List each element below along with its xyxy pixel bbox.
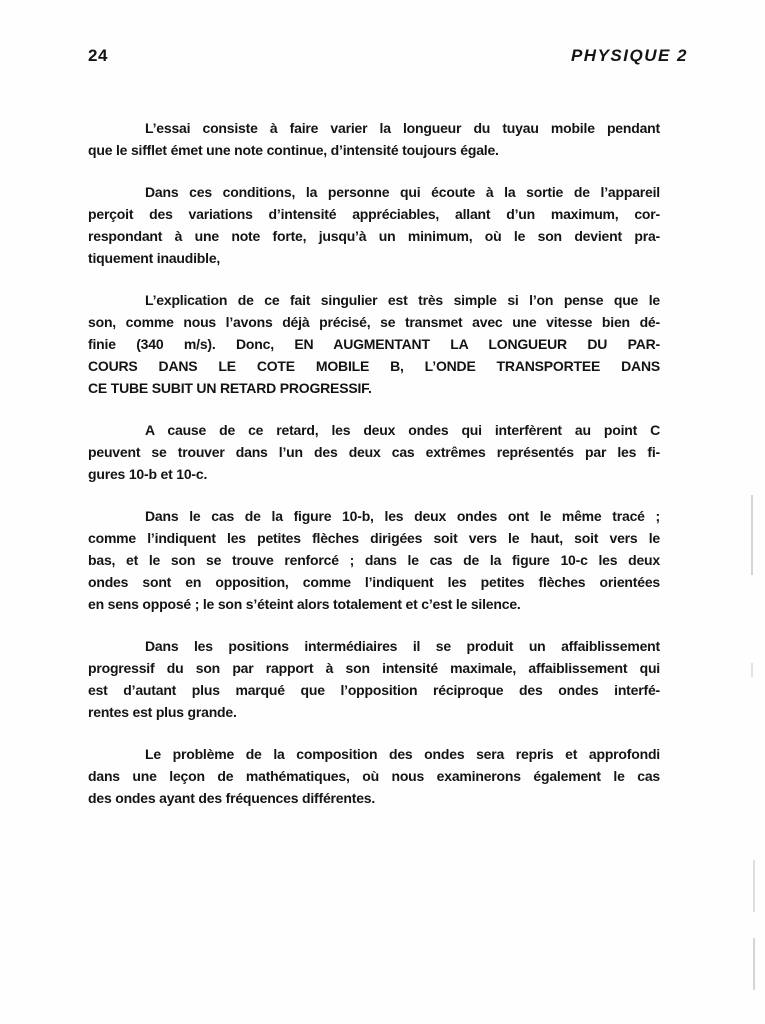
text-line: Dans ces conditions, la personne qui écoute à la sortie de l’appareil: [145, 184, 660, 200]
page-title: PHYSIQUE 2: [570, 46, 688, 65]
page-number: 24: [88, 46, 108, 65]
paragraph: [88, 289, 660, 399]
text-line: L’essai consiste à faire varier la longueur du tuyau mobile pendant: [145, 120, 660, 136]
paragraph: [88, 635, 660, 723]
scan-artifact: [753, 938, 755, 990]
text-line: respondant à une note forte, jusqu’à un minimum, où le son devient pra-: [88, 228, 660, 244]
text-line: Le problème de la composition des ondes sera repris et approfondi: [145, 746, 660, 762]
text-line: peuvent se trouver dans l’un des deux cas extrêmes représentés par les fi-: [88, 444, 660, 460]
text-body: [88, 117, 660, 829]
paragraph: [88, 419, 660, 485]
paragraph: [88, 505, 660, 615]
text-line: ondes sont en opposition, comme l’indiquent les petites flèches orientées: [88, 574, 660, 590]
text-line: comme l’indiquent les petites flèches dirigées soit vers le haut, soit vers le: [88, 530, 660, 546]
paragraph: [88, 181, 660, 269]
text-line: dans une leçon de mathématiques, où nous examinerons également le cas: [88, 768, 660, 784]
text-line: des ondes ayant des fréquences différentes.: [88, 790, 376, 806]
paragraph: [88, 743, 660, 809]
text-line: progressif du son par rapport à son intensité maximale, affaiblissement qui: [88, 660, 660, 676]
scan-artifact: [751, 663, 753, 677]
text-line: perçoit des variations d’intensité appréciables, allant d’un maximum, cor-: [88, 206, 660, 222]
scan-artifact: [753, 860, 755, 912]
text-line: gures 10-b et 10-c.: [88, 466, 208, 482]
paragraph: [88, 117, 660, 161]
text-line: Dans le cas de la figure 10-b, les deux ondes ont le même tracé ;: [145, 508, 660, 524]
text-line: tiquement inaudible,: [88, 250, 221, 266]
text-line: en sens opposé ; le son s’éteint alors totalement et c’est le silence.: [88, 596, 521, 612]
scan-artifact: [751, 495, 753, 575]
text-line: A cause de ce retard, les deux ondes qui interfèrent au point C: [145, 422, 660, 438]
text-line: est d’autant plus marqué que l’opposition réciproque des ondes interfé-: [88, 682, 660, 698]
text-line: finie (340 m/s). Donc, EN AUGMENTANT LA LONGUEUR DU PAR-: [88, 336, 660, 352]
text-line: COURS DANS LE COTE MOBILE B, L’ONDE TRANSPORTEE DANS: [88, 358, 660, 374]
text-line: Dans les positions intermédiaires il se produit un affaiblissement: [145, 638, 660, 654]
text-line: rentes est plus grande.: [88, 704, 237, 720]
text-line: CE TUBE SUBIT UN RETARD PROGRESSIF.: [88, 380, 372, 396]
text-line: bas, et le son se trouve renforcé ; dans le cas de la figure 10-c les deux: [88, 552, 660, 568]
text-line: que le sifflet émet une note continue, d’intensité toujours égale.: [88, 142, 499, 158]
text-line: son, comme nous l’avons déjà précisé, se transmet avec une vitesse bien dé-: [88, 314, 660, 330]
page-header: [88, 46, 688, 66]
text-line: L’explication de ce fait singulier est très simple si l’on pense que le: [145, 292, 660, 308]
